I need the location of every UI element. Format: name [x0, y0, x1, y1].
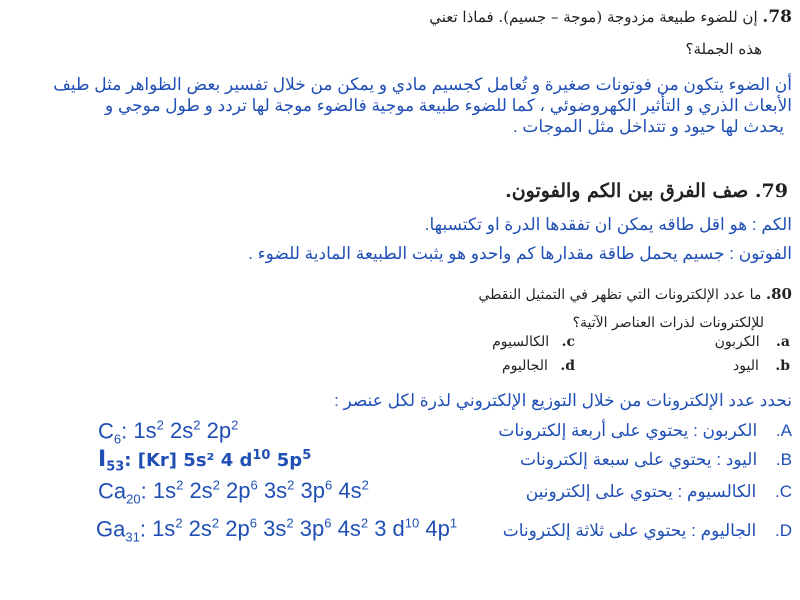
answer-row-c — [0, 478, 800, 507]
atomic-number: 6 — [113, 431, 122, 447]
config-term — [170, 418, 200, 443]
config-terms — [183, 450, 311, 471]
electron-count: 2 — [231, 418, 239, 433]
config-term — [153, 478, 183, 503]
answer-description: الكالسيوم : يحتوي على إلكترونين — [525, 482, 757, 501]
electron-count: 6 — [250, 478, 258, 493]
question-78 — [92, 4, 792, 62]
answer-text — [392, 420, 792, 441]
answer-row-d — [0, 516, 800, 544]
config-prefix: [Kr] — [137, 450, 184, 471]
orbital: 3s — [263, 516, 287, 542]
question-79 — [188, 176, 788, 206]
orbital: 2p — [226, 478, 251, 504]
electron-count: 6 — [249, 516, 257, 531]
orbital: 2p — [206, 418, 232, 444]
question-text-line2: هذه الجملة؟ — [685, 40, 762, 58]
electron-count: 2 — [212, 478, 220, 493]
orbital: 3s — [263, 478, 288, 504]
question-number: 80. — [765, 285, 792, 303]
option-b — [590, 358, 790, 374]
orbital: 5p — [276, 450, 303, 471]
answer-79-photon: الفوتون : جسيم يحمل طاقة مقدارها كم واحدو هو يثبت الطبيعة المادية للضوء . — [248, 244, 792, 263]
answer-row-b — [0, 447, 800, 473]
config-term — [263, 516, 293, 541]
config-term — [374, 516, 419, 541]
option-a — [590, 334, 790, 350]
question-number: 79. — [754, 180, 788, 202]
config-term — [301, 478, 333, 503]
config-terms — [153, 478, 369, 503]
answer-line: يحدث لها حيود و تتداخل مثل الموجات . — [512, 117, 784, 136]
answer-line: الأبعاث الذري و التأثير الكهروضوئي ، كما للضوء طبيعة موجية فالضوء موجة لها تردد و طول موجي و — [105, 96, 792, 115]
element-symbol: I — [98, 447, 107, 472]
orbital: 3p — [299, 516, 325, 542]
answer-description: الجاليوم : يحتوي على ثلاثة إلكترونات — [502, 521, 757, 540]
answer-description: الكربون : يحتوي على أربعة إلكترونات — [498, 421, 758, 440]
config-term — [300, 516, 332, 541]
orbital: 4s — [337, 516, 361, 542]
answer-letter: A. — [775, 421, 792, 440]
option-d — [425, 358, 575, 374]
config-terms — [133, 418, 238, 443]
answer-description: اليود : يحتوي على سبعة إلكترونات — [519, 450, 758, 469]
orbital: 2p — [225, 516, 250, 542]
electron-count: 1 — [449, 516, 458, 531]
config-term — [425, 516, 457, 541]
electron-config-calcium: $Ca_{20}$: $1s^2$ $2s^2$ $2p^6$ $3s^2$ $3p^6$ $4s^2$ — [98, 478, 369, 507]
element-symbol: Ca — [98, 478, 127, 504]
electron-config-gallium: $Ga_{31}$: $1s^2$ $2s^2$ $2p^6$ $3s^2$ $3p^6$ $4s^2$ 3 $d^{10}$ $4p^1$ — [96, 516, 458, 545]
atomic-number: 31 — [125, 529, 140, 545]
electron-config-iodine: $I_{53}$: [Kr] 5s² 4 $d^{10}$ $5p^5$ — [98, 447, 312, 475]
answer-79-quantum: الكم : هو اقل طاقه يمكن ان تفقدها الدرة او تكتسبها. — [424, 215, 792, 234]
orbital: 4p — [425, 516, 450, 542]
orbital: 2s — [188, 516, 212, 542]
answer-row-a — [0, 418, 800, 447]
config-term — [189, 478, 219, 503]
option-name: الجاليوم — [502, 358, 548, 374]
orbital: 5s² — [183, 450, 215, 471]
config-term — [152, 516, 182, 541]
answer-78 — [8, 74, 792, 137]
config-term — [338, 516, 368, 541]
option-letter: b. — [775, 358, 790, 374]
config-term — [189, 516, 219, 541]
electron-count: 6 — [324, 516, 332, 531]
orbital: 4s — [338, 478, 362, 504]
electron-count: 5 — [302, 448, 312, 463]
config-term — [133, 418, 163, 443]
orbital: 2s — [169, 418, 194, 444]
question-text: صف الفرق بين الكم والفوتون. — [505, 180, 749, 202]
question-number: 78. — [762, 7, 792, 27]
option-letter: c. — [561, 334, 575, 350]
option-name: اليود — [733, 358, 759, 374]
atomic-number: 20 — [126, 491, 141, 507]
question-80 — [292, 283, 792, 334]
atomic-number: 53 — [106, 459, 125, 475]
answer-text — [462, 520, 792, 541]
question-text-line1: إن للضوء طبيعة مزدوجة (موجة – جسيم). فماذا تعني — [429, 8, 758, 26]
config-terms — [152, 516, 457, 541]
element-symbol: C — [98, 418, 114, 444]
electron-count: 2 — [211, 516, 220, 531]
electron-count: 2 — [287, 478, 295, 493]
electron-count: 6 — [324, 478, 333, 493]
electron-config-carbon: $C_6$: $1s^2$ $2s^2$ $2p^2$ — [98, 418, 239, 447]
option-name: الكربون — [714, 334, 760, 350]
question-text-line2: للإلكترونات لذرات العناصر الآتية؟ — [572, 315, 764, 331]
config-term — [338, 478, 368, 503]
option-letter: a. — [776, 334, 790, 350]
orbital: 1s — [152, 516, 176, 542]
config-term — [207, 418, 239, 443]
answer-80-intro: نحدد عدد الإلكترونات من خلال التوزيع الإلكتروني لذرة لكل عنصر : — [334, 391, 792, 410]
answer-letter: D. — [774, 521, 792, 540]
config-term — [277, 450, 311, 471]
orbital: 3 d — [374, 516, 405, 542]
orbital: 4 d — [220, 450, 253, 471]
electron-count: 2 — [176, 478, 184, 493]
orbital: 1s — [152, 478, 177, 504]
electron-count: 2 — [361, 478, 369, 493]
electron-count: 2 — [156, 418, 164, 433]
option-c — [425, 334, 575, 350]
option-name: الكالسيوم — [492, 334, 550, 350]
electron-count: 2 — [360, 516, 369, 531]
config-term — [183, 450, 214, 471]
orbital: 3p — [300, 478, 325, 504]
orbital: 2s — [189, 478, 213, 504]
answer-line: أن الضوء يتكون من فوتونات صغيرة و تُعامل كجسيم مادي و يمكن من خلال تفسير بعض الظواهر مثل طيف — [53, 75, 792, 94]
option-letter: d. — [560, 358, 575, 374]
element-symbol: Ga — [96, 516, 126, 542]
question-text-line1: ما عدد الإلكترونات التي تظهر في التمثيل النقطي — [478, 287, 762, 303]
config-term — [226, 478, 258, 503]
config-term — [221, 450, 271, 471]
answer-letter: C. — [774, 482, 792, 501]
orbital: 1s — [133, 418, 157, 444]
electron-count: 10 — [252, 448, 271, 463]
config-term — [264, 478, 294, 503]
answer-text — [392, 449, 792, 470]
answer-text — [392, 481, 792, 502]
config-term — [225, 516, 257, 541]
electron-count: 2 — [175, 516, 183, 531]
answer-letter: B. — [775, 450, 792, 469]
electron-count: 2 — [193, 418, 201, 433]
electron-count: 2 — [286, 516, 294, 531]
electron-count: 10 — [404, 516, 420, 531]
